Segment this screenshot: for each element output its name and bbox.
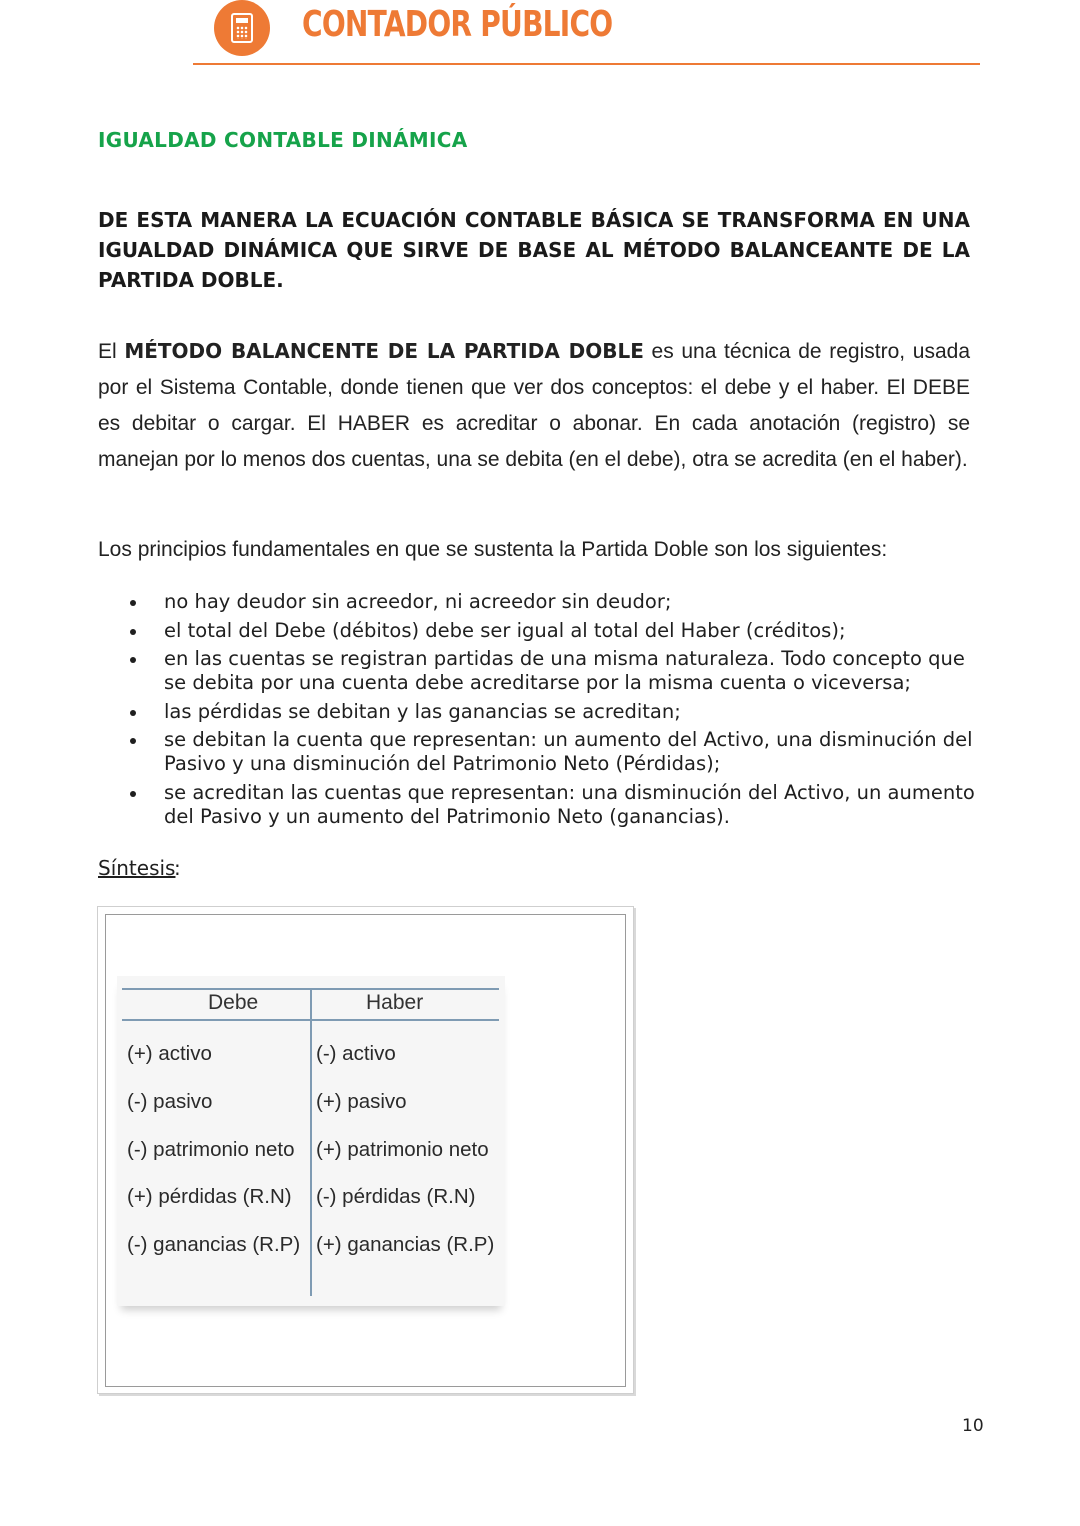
paragraph-rest: es una técnica de registro, usada por el Sistema Contable, donde tienen que ver dos conceptos: el debe y el haber. El DEBE es debitar o cargar. El HABER es acreditar o abonar. En cada anotación (registro) se manejan por lo menos dos cuentas, una se debita (en el debe), otra se acredita (en el haber).: [98, 340, 970, 471]
brand-title: CONTADOR PÚBLICO: [302, 4, 613, 45]
t-account-table: [117, 976, 505, 1306]
haber-cell: (-) pérdidas (R.N): [316, 1185, 476, 1208]
paragraph-bold-term: MÉTODO BALANCENTE DE LA PARTIDA DOBLE: [124, 339, 644, 363]
list-item: en las cuentas se registran partidas de una misma naturaleza. Todo concepto que se debita por una cuenta debe acreditarse por la misma cuenta o viceversa;: [98, 647, 980, 695]
list-item: las pérdidas se debitan y las ganancias se acreditan;: [98, 700, 980, 724]
haber-cell: (+) ganancias (R.P): [316, 1233, 495, 1256]
principles-intro: Los principios fundamentales en que se sustenta la Partida Doble son los siguientes:: [98, 538, 888, 561]
section-title: IGUALDAD CONTABLE DINÁMICA: [98, 128, 468, 152]
haber-cell: (+) patrimonio neto: [316, 1138, 489, 1161]
list-item: se debitan la cuenta que representan: un aumento del Activo, una disminución del Pasivo y una disminución del Patrimonio Neto (Pérdidas);: [98, 728, 980, 776]
debe-cell: (+) pérdidas (R.N): [127, 1185, 292, 1208]
body-paragraph: [98, 333, 970, 478]
debe-cell: (-) patrimonio neto: [127, 1138, 295, 1161]
bullet-icon: [130, 629, 136, 635]
debe-cell: (+) activo: [127, 1042, 212, 1065]
calculator-icon: [214, 0, 270, 56]
bullet-icon: [130, 738, 136, 744]
list-item: el total del Debe (débitos) debe ser igual al total del Haber (créditos);: [98, 619, 980, 643]
lead-paragraph: DE ESTA MANERA LA ECUACIÓN CONTABLE BÁSICA SE TRANSFORMA EN UNA IGUALDAD DINÁMICA QUE SIRVE DE BASE AL MÉTODO BALANCEANTE DE LA PARTIDA DOBLE.: [98, 208, 970, 292]
page-header: [0, 0, 1080, 70]
header-divider: [193, 63, 980, 65]
t-account-header-haber: Haber: [366, 991, 424, 1014]
principles-list: [98, 590, 980, 834]
bullet-icon: [130, 657, 136, 663]
bullet-icon: [130, 600, 136, 606]
paragraph-prefix: El: [98, 340, 125, 363]
bullet-icon: [130, 710, 136, 716]
list-item: se acreditan las cuentas que representan: una disminución del Activo, un aumento del Pasivo y un aumento del Patrimonio Neto (ganancias).: [98, 781, 980, 829]
haber-cell: (-) activo: [316, 1042, 396, 1065]
page-number: 10: [962, 1416, 984, 1436]
bullet-icon: [130, 791, 136, 797]
list-item: no hay deudor sin acreedor, ni acreedor sin deudor;: [98, 590, 980, 614]
haber-cell: (+) pasivo: [316, 1090, 407, 1113]
debe-cell: (-) ganancias (R.P): [127, 1233, 301, 1256]
debe-cell: (-) pasivo: [127, 1090, 213, 1113]
t-account-header-debe: Debe: [208, 991, 259, 1014]
t-account-center-rule: [310, 990, 312, 1296]
synthesis-label: Síntesis: [98, 856, 176, 880]
synthesis-colon: :: [174, 856, 181, 880]
